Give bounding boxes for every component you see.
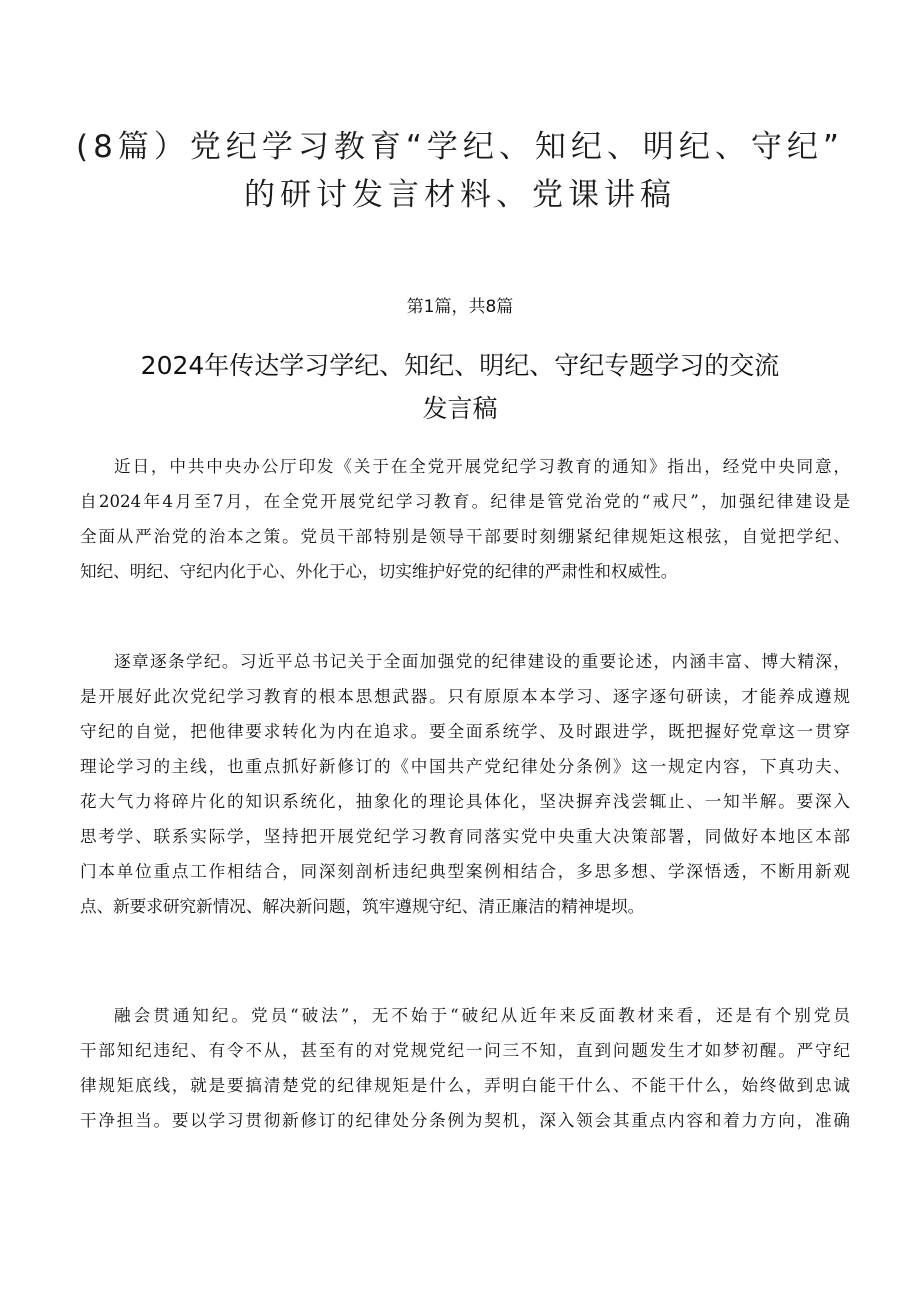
paragraph-2 [80, 644, 850, 924]
paragraph-3 [80, 998, 850, 1138]
part-label: 第1篇，共8篇 [406, 297, 514, 317]
paragraph-line: 全面从严治党的治本之策。党员干部特别是领导干部要时刻绷紧纪律规矩这根弦，自觉把学纪、 [80, 527, 850, 546]
paragraph-line: 融会贯通知纪。党员“破法”，无不始于“破纪从近年来反面教材来看，还是有个别党员 [114, 1006, 850, 1025]
paragraph-line: 花大气力将碎片化的知识系统化，抽象化的理论具体化，坚决摒弃浅尝辄止、一知半解。要深入 [80, 792, 850, 811]
paragraph-line: 自2024年4月至7月，在全党开展党纪学习教育。纪律是管党治党的“戒尺”，加强纪律建设是 [80, 492, 850, 511]
paragraph-line: 知纪、明纪、守纪内化于心、外化于心，切实维护好党的纪律的严肃性和权威性。 [80, 562, 678, 581]
paragraph-line: 理论学习的主线，也重点抓好新修订的《中国共产党纪律处分条例》这一规定内容，下真功夫、 [80, 757, 850, 776]
paragraph-line: 律规矩底线，就是要搞清楚党的纪律规矩是什么，弄明白能干什么、不能干什么，始终做到忠诚 [80, 1076, 850, 1095]
section-title-line-2: 发言稿 [422, 394, 498, 423]
paragraph-1 [80, 449, 850, 589]
paragraph-line: 点、新要求研究新情况、解决新问题，筑牢遵规守纪、清正廉洁的精神堤坝。 [80, 897, 645, 916]
document-title-line-1: (8篇）党纪学习教育“学纪、知纪、明纪、守纪” [76, 129, 844, 165]
paragraph-line: 逐章逐条学纪。习近平总书记关于全面加强党的纪律建设的重要论述，内涵丰富、博大精深， [114, 652, 850, 671]
paragraph-line: 思考学、联系实际学，坚持把开展党纪学习教育同落实党中央重大决策部署，同做好本地区本部 [80, 827, 850, 846]
paragraph-line: 近日，中共中央办公厅印发《关于在全党开展党纪学习教育的通知》指出，经党中央同意， [114, 457, 850, 476]
paragraph-line: 干净担当。要以学习贯彻新修订的纪律处分条例为契机，深入领会其重点内容和着力方向，准确 [80, 1111, 850, 1130]
document-title-line-2: 的研讨发言材料、党课讲稿 [244, 177, 676, 213]
section-title-line-1: 2024年传达学习学纪、知纪、明纪、守纪专题学习的交流 [140, 351, 780, 380]
paragraph-line: 干部知纪违纪、有令不从，甚至有的对党规党纪一问三不知，直到问题发生才如梦初醒。严守纪 [80, 1041, 850, 1060]
paragraph-line: 门本单位重点工作相结合，同深刻剖析违纪典型案例相结合，多思多想、学深悟透，不断用新观 [80, 862, 850, 881]
paragraph-line: 是开展好此次党纪学习教育的根本思想武器。只有原原本本学习、逐字逐句研读，才能养成遵规 [80, 687, 850, 706]
paragraph-line: 守纪的自觉，把他律要求转化为内在追求。要全面系统学、及时跟进学，既把握好党章这一贯穿 [80, 722, 850, 741]
